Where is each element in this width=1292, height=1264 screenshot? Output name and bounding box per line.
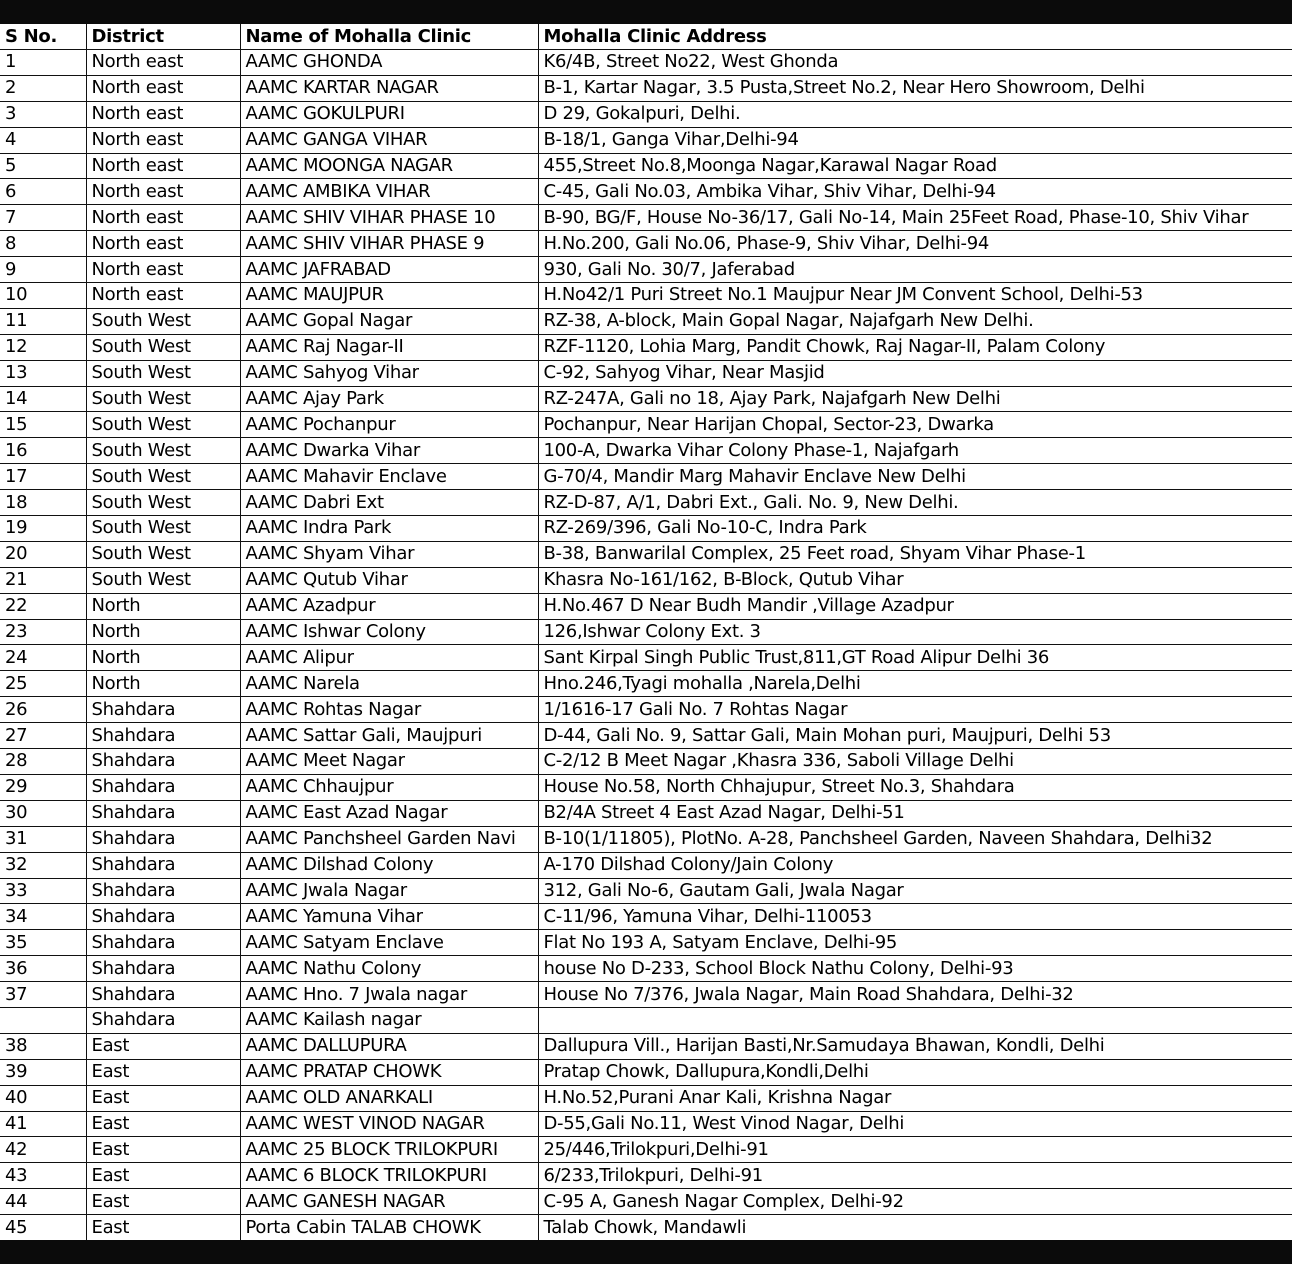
district-cell[interactable]: North east xyxy=(86,127,240,153)
clinic-name-cell[interactable]: AAMC Ajay Park xyxy=(240,386,538,412)
clinic-name-cell[interactable]: AAMC Dabri Ext xyxy=(240,490,538,516)
address-cell[interactable]: K6/4B, Street No22, West Ghonda xyxy=(538,50,1292,76)
clinic-name-cell[interactable]: AAMC Shyam Vihar xyxy=(240,541,538,567)
sno-cell[interactable]: 42 xyxy=(0,1137,86,1163)
district-cell[interactable]: North xyxy=(86,645,240,671)
district-cell[interactable]: South West xyxy=(86,516,240,542)
clinic-name-cell[interactable]: AAMC OLD ANARKALI xyxy=(240,1085,538,1111)
sno-cell[interactable]: 31 xyxy=(0,826,86,852)
clinic-name-cell[interactable]: AAMC MOONGA NAGAR xyxy=(240,153,538,179)
address-cell[interactable]: 930, Gali No. 30/7, Jaferabad xyxy=(538,257,1292,283)
table-row xyxy=(0,904,1292,930)
clinic-name-cell[interactable]: AAMC Rohtas Nagar xyxy=(240,697,538,723)
header-district[interactable]: District xyxy=(86,24,240,50)
district-cell[interactable]: North xyxy=(86,593,240,619)
clinic-name-cell[interactable]: AAMC Qutub Vihar xyxy=(240,567,538,593)
sno-cell[interactable]: 17 xyxy=(0,464,86,490)
clinic-name-cell[interactable]: AAMC Indra Park xyxy=(240,516,538,542)
clinic-name-cell[interactable]: AAMC Ishwar Colony xyxy=(240,619,538,645)
clinic-name-cell[interactable]: AAMC Yamuna Vihar xyxy=(240,904,538,930)
sno-cell[interactable]: 4 xyxy=(0,127,86,153)
address-cell[interactable]: Hno.246,Tyagi mohalla ,Narela,Delhi xyxy=(538,671,1292,697)
sno-cell[interactable]: 28 xyxy=(0,749,86,775)
address-cell[interactable]: G-70/4, Mandir Marg Mahavir Enclave New Delhi xyxy=(538,464,1292,490)
sno-cell[interactable]: 7 xyxy=(0,205,86,231)
address-cell[interactable]: B-38, Banwarilal Complex, 25 Feet road, Shyam Vihar Phase-1 xyxy=(538,541,1292,567)
sno-cell[interactable] xyxy=(0,1007,86,1033)
district-cell[interactable]: North xyxy=(86,619,240,645)
sno-cell[interactable]: 13 xyxy=(0,360,86,386)
sno-cell[interactable]: 23 xyxy=(0,619,86,645)
clinic-name-cell[interactable]: AAMC Hno. 7 Jwala nagar xyxy=(240,982,538,1008)
address-cell[interactable]: 6/233,Trilokpuri, Delhi-91 xyxy=(538,1163,1292,1189)
district-cell[interactable]: East xyxy=(86,1033,240,1059)
address-cell[interactable]: 455,Street No.8,Moonga Nagar,Karawal Nagar Road xyxy=(538,153,1292,179)
table-row xyxy=(0,257,1292,283)
address-cell[interactable]: H.No42/1 Puri Street No.1 Maujpur Near JM Convent School, Delhi-53 xyxy=(538,283,1292,309)
sno-cell[interactable]: 26 xyxy=(0,697,86,723)
clinic-name-cell[interactable]: AAMC Dilshad Colony xyxy=(240,852,538,878)
address-cell[interactable]: 25/446,Trilokpuri,Delhi-91 xyxy=(538,1137,1292,1163)
address-cell[interactable]: C-45, Gali No.03, Ambika Vihar, Shiv Vihar, Delhi-94 xyxy=(538,179,1292,205)
clinic-name-cell[interactable]: AAMC Kailash nagar xyxy=(240,1007,538,1033)
table-row xyxy=(0,1033,1292,1059)
sno-cell[interactable]: 27 xyxy=(0,723,86,749)
district-cell[interactable]: South West xyxy=(86,438,240,464)
address-cell[interactable]: B2/4A Street 4 East Azad Nagar, Delhi-51 xyxy=(538,800,1292,826)
address-cell[interactable]: B-1, Kartar Nagar, 3.5 Pusta,Street No.2, Near Hero Showroom, Delhi xyxy=(538,75,1292,101)
address-cell[interactable]: Sant Kirpal Singh Public Trust,811,GT Road Alipur Delhi 36 xyxy=(538,645,1292,671)
address-cell[interactable]: Pratap Chowk, Dallupura,Kondli,Delhi xyxy=(538,1059,1292,1085)
clinic-name-cell[interactable]: AAMC 25 BLOCK TRILOKPURI xyxy=(240,1137,538,1163)
address-cell[interactable]: House No.58, North Chhajupur, Street No.3, Shahdara xyxy=(538,774,1292,800)
clinic-name-cell[interactable]: AAMC PRATAP CHOWK xyxy=(240,1059,538,1085)
district-cell[interactable]: South West xyxy=(86,412,240,438)
address-cell[interactable]: H.No.52,Purani Anar Kali, Krishna Nagar xyxy=(538,1085,1292,1111)
district-cell[interactable]: North east xyxy=(86,179,240,205)
clinic-name-cell[interactable]: AAMC Raj Nagar-II xyxy=(240,334,538,360)
table-row xyxy=(0,619,1292,645)
table-row xyxy=(0,308,1292,334)
address-cell[interactable]: H.No.200, Gali No.06, Phase-9, Shiv Vihar, Delhi-94 xyxy=(538,231,1292,257)
district-cell[interactable]: South West xyxy=(86,360,240,386)
address-cell[interactable]: B-10(1/11805), PlotNo. A-28, Panchsheel Garden, Naveen Shahdara, Delhi32 xyxy=(538,826,1292,852)
district-cell[interactable]: Shahdara xyxy=(86,904,240,930)
address-cell[interactable]: Pochanpur, Near Harijan Chopal, Sector-23, Dwarka xyxy=(538,412,1292,438)
table-row xyxy=(0,826,1292,852)
table-row xyxy=(0,645,1292,671)
clinic-name-cell[interactable]: AAMC SHIV VIHAR PHASE 9 xyxy=(240,231,538,257)
sno-cell[interactable]: 14 xyxy=(0,386,86,412)
clinic-name-cell[interactable]: AAMC Dwarka Vihar xyxy=(240,438,538,464)
sno-cell[interactable]: 10 xyxy=(0,283,86,309)
address-cell[interactable]: 1/1616-17 Gali No. 7 Rohtas Nagar xyxy=(538,697,1292,723)
address-cell[interactable]: RZ-D-87, A/1, Dabri Ext., Gali. No. 9, New Delhi. xyxy=(538,490,1292,516)
table-row xyxy=(0,438,1292,464)
table-row xyxy=(0,75,1292,101)
district-cell[interactable]: Shahdara xyxy=(86,878,240,904)
clinic-name-cell[interactable]: AAMC Nathu Colony xyxy=(240,956,538,982)
address-cell[interactable]: RZ-269/396, Gali No-10-C, Indra Park xyxy=(538,516,1292,542)
sno-cell[interactable]: 40 xyxy=(0,1085,86,1111)
table-row xyxy=(0,127,1292,153)
sno-cell[interactable]: 43 xyxy=(0,1163,86,1189)
district-cell[interactable]: Shahdara xyxy=(86,956,240,982)
table-row xyxy=(0,1215,1292,1240)
district-cell[interactable]: Shahdara xyxy=(86,982,240,1008)
table-row xyxy=(0,231,1292,257)
district-cell[interactable]: Shahdara xyxy=(86,852,240,878)
table-row xyxy=(0,956,1292,982)
table-row xyxy=(0,749,1292,775)
clinic-name-cell[interactable]: AAMC East Azad Nagar xyxy=(240,800,538,826)
sno-cell[interactable]: 35 xyxy=(0,930,86,956)
table-row xyxy=(0,412,1292,438)
district-cell[interactable]: North xyxy=(86,671,240,697)
table-row xyxy=(0,101,1292,127)
address-cell[interactable] xyxy=(538,1007,1292,1033)
table-row xyxy=(0,1189,1292,1215)
clinic-name-cell[interactable]: AAMC WEST VINOD NAGAR xyxy=(240,1111,538,1137)
address-cell[interactable]: C-11/96, Yamuna Vihar, Delhi-110053 xyxy=(538,904,1292,930)
clinic-name-cell[interactable]: AAMC Pochanpur xyxy=(240,412,538,438)
district-cell[interactable]: North east xyxy=(86,283,240,309)
sno-cell[interactable]: 38 xyxy=(0,1033,86,1059)
spreadsheet-sheet xyxy=(0,24,1292,1240)
clinic-name-cell[interactable]: AAMC Satyam Enclave xyxy=(240,930,538,956)
table-row xyxy=(0,179,1292,205)
district-cell[interactable]: North east xyxy=(86,231,240,257)
sno-cell[interactable]: 12 xyxy=(0,334,86,360)
table-row xyxy=(0,1163,1292,1189)
table-row xyxy=(0,593,1292,619)
district-cell[interactable]: North east xyxy=(86,50,240,76)
table-row xyxy=(0,205,1292,231)
clinic-name-cell[interactable]: Porta Cabin TALAB CHOWK xyxy=(240,1215,538,1240)
address-cell[interactable]: H.No.467 D Near Budh Mandir ,Village Azadpur xyxy=(538,593,1292,619)
address-cell[interactable]: House No 7/376, Jwala Nagar, Main Road Shahdara, Delhi-32 xyxy=(538,982,1292,1008)
table-row xyxy=(0,386,1292,412)
table-row xyxy=(0,283,1292,309)
district-cell[interactable]: South West xyxy=(86,308,240,334)
clinic-name-cell[interactable]: AAMC Mahavir Enclave xyxy=(240,464,538,490)
table-row xyxy=(0,360,1292,386)
table-row xyxy=(0,1059,1292,1085)
address-cell[interactable]: RZ-38, A-block, Main Gopal Nagar, Najafgarh New Delhi. xyxy=(538,308,1292,334)
table-row xyxy=(0,334,1292,360)
clinic-name-cell[interactable]: AAMC KARTAR NAGAR xyxy=(240,75,538,101)
address-cell[interactable]: C-2/12 B Meet Nagar ,Khasra 336, Saboli Village Delhi xyxy=(538,749,1292,775)
district-cell[interactable]: South West xyxy=(86,386,240,412)
table-row xyxy=(0,878,1292,904)
district-cell[interactable]: Shahdara xyxy=(86,749,240,775)
clinic-name-cell[interactable]: AAMC Chhaujpur xyxy=(240,774,538,800)
address-cell[interactable]: D-44, Gali No. 9, Sattar Gali, Main Mohan puri, Maujpuri, Delhi 53 xyxy=(538,723,1292,749)
header-row xyxy=(0,24,1292,50)
sno-cell[interactable]: 24 xyxy=(0,645,86,671)
sno-cell[interactable]: 30 xyxy=(0,800,86,826)
clinic-name-cell[interactable]: AAMC Alipur xyxy=(240,645,538,671)
sno-cell[interactable]: 9 xyxy=(0,257,86,283)
clinic-name-cell[interactable]: AAMC Azadpur xyxy=(240,593,538,619)
sno-cell[interactable]: 34 xyxy=(0,904,86,930)
table-row xyxy=(0,1137,1292,1163)
address-cell[interactable]: D 29, Gokalpuri, Delhi. xyxy=(538,101,1292,127)
sno-cell[interactable]: 33 xyxy=(0,878,86,904)
table-row xyxy=(0,930,1292,956)
district-cell[interactable]: Shahdara xyxy=(86,800,240,826)
district-cell[interactable]: Shahdara xyxy=(86,826,240,852)
district-cell[interactable]: East xyxy=(86,1085,240,1111)
table-row xyxy=(0,723,1292,749)
district-cell[interactable]: East xyxy=(86,1059,240,1085)
sno-cell[interactable]: 39 xyxy=(0,1059,86,1085)
table-row xyxy=(0,50,1292,76)
address-cell[interactable]: Talab Chowk, Mandawli xyxy=(538,1215,1292,1240)
table-row xyxy=(0,1007,1292,1033)
address-cell[interactable]: Dallupura Vill., Harijan Basti,Nr.Samudaya Bhawan, Kondli, Delhi xyxy=(538,1033,1292,1059)
table-row xyxy=(0,464,1292,490)
address-cell[interactable]: 312, Gali No-6, Gautam Gali, Jwala Nagar xyxy=(538,878,1292,904)
sno-cell[interactable]: 2 xyxy=(0,75,86,101)
district-cell[interactable]: Shahdara xyxy=(86,723,240,749)
sno-cell[interactable]: 3 xyxy=(0,101,86,127)
sno-cell[interactable]: 20 xyxy=(0,541,86,567)
clinic-name-cell[interactable]: AAMC MAUJPUR xyxy=(240,283,538,309)
clinic-name-cell[interactable]: AAMC GHONDA xyxy=(240,50,538,76)
district-cell[interactable]: East xyxy=(86,1215,240,1240)
header-sno[interactable]: S No. xyxy=(0,24,86,50)
district-cell[interactable]: South West xyxy=(86,567,240,593)
sno-cell[interactable]: 16 xyxy=(0,438,86,464)
clinic-name-cell[interactable]: AAMC Meet Nagar xyxy=(240,749,538,775)
table-row xyxy=(0,697,1292,723)
district-cell[interactable]: East xyxy=(86,1137,240,1163)
clinic-name-cell[interactable]: AAMC GANESH NAGAR xyxy=(240,1189,538,1215)
clinic-name-cell[interactable]: AAMC Gopal Nagar xyxy=(240,308,538,334)
clinic-name-cell[interactable]: AAMC Sattar Gali, Maujpuri xyxy=(240,723,538,749)
clinic-name-cell[interactable]: AAMC AMBIKA VIHAR xyxy=(240,179,538,205)
address-cell[interactable]: Khasra No-161/162, B-Block, Qutub Vihar xyxy=(538,567,1292,593)
district-cell[interactable]: East xyxy=(86,1163,240,1189)
sno-cell[interactable]: 6 xyxy=(0,179,86,205)
table-row xyxy=(0,516,1292,542)
district-cell[interactable]: East xyxy=(86,1111,240,1137)
district-cell[interactable]: South West xyxy=(86,541,240,567)
clinic-name-cell[interactable]: AAMC GOKULPURI xyxy=(240,101,538,127)
district-cell[interactable]: North east xyxy=(86,101,240,127)
sno-cell[interactable]: 21 xyxy=(0,567,86,593)
district-cell[interactable]: Shahdara xyxy=(86,1007,240,1033)
sno-cell[interactable]: 11 xyxy=(0,308,86,334)
district-cell[interactable]: North east xyxy=(86,205,240,231)
sno-cell[interactable]: 25 xyxy=(0,671,86,697)
clinic-name-cell[interactable]: AAMC Panchsheel Garden Navi xyxy=(240,826,538,852)
table-row xyxy=(0,567,1292,593)
clinic-name-cell[interactable]: AAMC 6 BLOCK TRILOKPURI xyxy=(240,1163,538,1189)
sno-cell[interactable]: 22 xyxy=(0,593,86,619)
address-cell[interactable]: C-95 A, Ganesh Nagar Complex, Delhi-92 xyxy=(538,1189,1292,1215)
table-row xyxy=(0,153,1292,179)
address-cell[interactable]: Flat No 193 A, Satyam Enclave, Delhi-95 xyxy=(538,930,1292,956)
sno-cell[interactable]: 18 xyxy=(0,490,86,516)
sno-cell[interactable]: 5 xyxy=(0,153,86,179)
clinic-name-cell[interactable]: AAMC DALLUPURA xyxy=(240,1033,538,1059)
district-cell[interactable]: South West xyxy=(86,334,240,360)
sno-cell[interactable]: 41 xyxy=(0,1111,86,1137)
address-cell[interactable]: A-170 Dilshad Colony/Jain Colony xyxy=(538,852,1292,878)
district-cell[interactable]: South West xyxy=(86,464,240,490)
clinic-name-cell[interactable]: AAMC JAFRABAD xyxy=(240,257,538,283)
table-row xyxy=(0,1085,1292,1111)
header-clinic-name[interactable]: Name of Mohalla Clinic xyxy=(240,24,538,50)
clinic-name-cell[interactable]: AAMC Narela xyxy=(240,671,538,697)
table-row xyxy=(0,774,1292,800)
address-cell[interactable]: house No D-233, School Block Nathu Colony, Delhi-93 xyxy=(538,956,1292,982)
district-cell[interactable]: Shahdara xyxy=(86,697,240,723)
district-cell[interactable]: North east xyxy=(86,257,240,283)
table-row xyxy=(0,1111,1292,1137)
address-cell[interactable]: D-55,Gali No.11, West Vinod Nagar, Delhi xyxy=(538,1111,1292,1137)
sno-cell[interactable]: 29 xyxy=(0,774,86,800)
sno-cell[interactable]: 8 xyxy=(0,231,86,257)
address-cell[interactable]: RZF-1120, Lohia Marg, Pandit Chowk, Raj Nagar-II, Palam Colony xyxy=(538,334,1292,360)
sno-cell[interactable]: 36 xyxy=(0,956,86,982)
table-row xyxy=(0,852,1292,878)
sno-cell[interactable]: 44 xyxy=(0,1189,86,1215)
address-cell[interactable]: 126,Ishwar Colony Ext. 3 xyxy=(538,619,1292,645)
sno-cell[interactable]: 32 xyxy=(0,852,86,878)
table-row xyxy=(0,982,1292,1008)
district-cell[interactable]: Shahdara xyxy=(86,774,240,800)
address-cell[interactable]: 100-A, Dwarka Vihar Colony Phase-1, Najafgarh xyxy=(538,438,1292,464)
district-cell[interactable]: North east xyxy=(86,153,240,179)
address-cell[interactable]: B-18/1, Ganga Vihar,Delhi-94 xyxy=(538,127,1292,153)
clinic-name-cell[interactable]: AAMC Jwala Nagar xyxy=(240,878,538,904)
sno-cell[interactable]: 45 xyxy=(0,1215,86,1240)
district-cell[interactable]: North east xyxy=(86,75,240,101)
clinic-name-cell[interactable]: AAMC SHIV VIHAR PHASE 10 xyxy=(240,205,538,231)
table-row xyxy=(0,541,1292,567)
sno-cell[interactable]: 37 xyxy=(0,982,86,1008)
address-cell[interactable]: B-90, BG/F, House No-36/17, Gali No-14, Main 25Feet Road, Phase-10, Shiv Vihar xyxy=(538,205,1292,231)
table-row xyxy=(0,800,1292,826)
clinic-name-cell[interactable]: AAMC Sahyog Vihar xyxy=(240,360,538,386)
table-row xyxy=(0,671,1292,697)
sno-cell[interactable]: 15 xyxy=(0,412,86,438)
clinic-table xyxy=(0,24,1292,1240)
header-address[interactable]: Mohalla Clinic Address xyxy=(538,24,1292,50)
sno-cell[interactable]: 1 xyxy=(0,50,86,76)
address-cell[interactable]: RZ-247A, Gali no 18, Ajay Park, Najafgarh New Delhi xyxy=(538,386,1292,412)
sno-cell[interactable]: 19 xyxy=(0,516,86,542)
clinic-name-cell[interactable]: AAMC GANGA VIHAR xyxy=(240,127,538,153)
table-row xyxy=(0,490,1292,516)
district-cell[interactable]: East xyxy=(86,1189,240,1215)
address-cell[interactable]: C-92, Sahyog Vihar, Near Masjid xyxy=(538,360,1292,386)
district-cell[interactable]: Shahdara xyxy=(86,930,240,956)
district-cell[interactable]: South West xyxy=(86,490,240,516)
